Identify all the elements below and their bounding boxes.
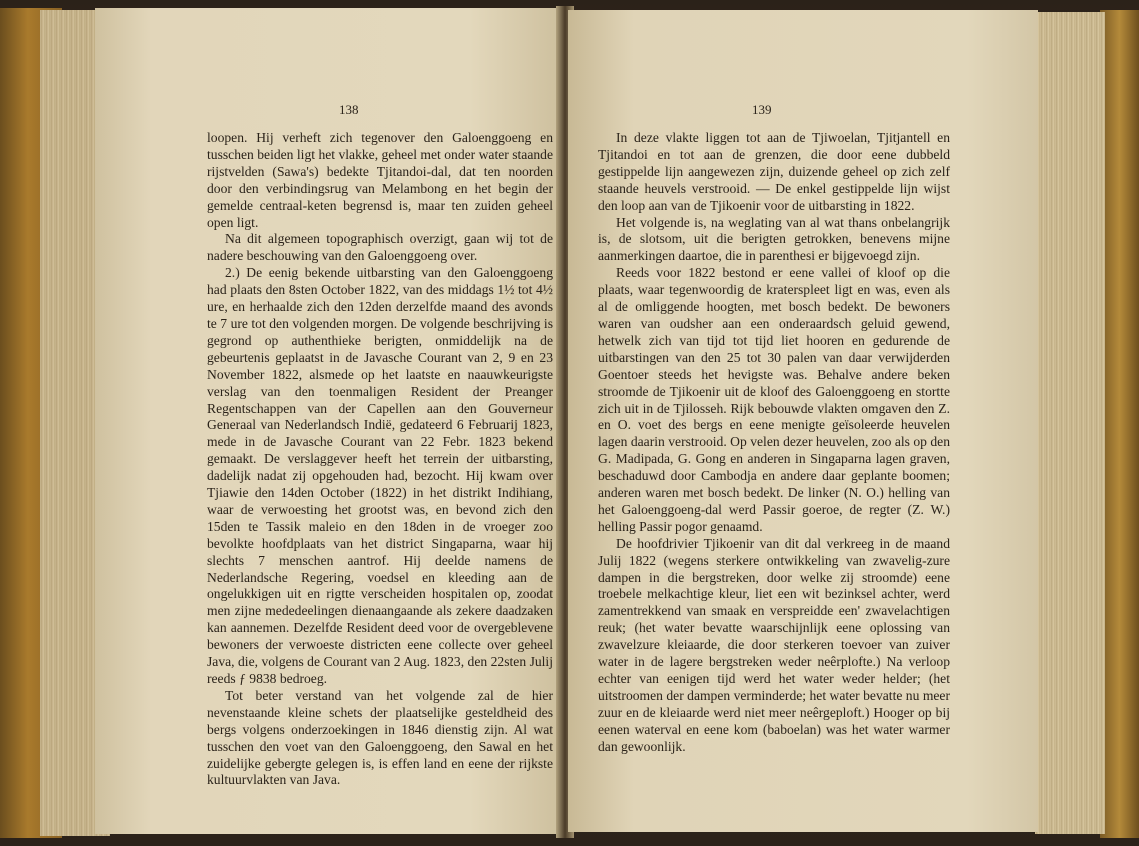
left-page — [95, 8, 563, 834]
left-paragraph-1: loopen. Hij verheft zich tegenover den Galoenggoeng en tusschen beiden ligt het vlakke, geheel met onder water staande rijstvelden (Sawa's) bedekte Tjitandoi-dal, dat ten noorden door den verbindingsrug van Melambong en het begin der gemelde centraal-keten begrensd is, maar ten zuiden geheel open ligt. — [207, 130, 553, 230]
left-paragraph-3: 2.) De eenig bekende uitbarsting van den Galoenggoeng had plaats den 8sten October 1822, van des middags 1½ tot 4½ ure, en herhaalde zich den 12den derzelfde maand des avonds te 7 ure tot den volgenden morgen. De volgende beschrijving is gegrond op authenthieke berigten, onmiddelijk na de gebeurtenis geplaatst in de Javasche Courant van 2, 9 en 23 November 1822, alsmede op het laatste en naauwkeurigste verslag van den toenmaligen Resident der Preanger Regentschappen van der Capellen aan den Gouverneur Generaal van Nederlandsch Indië, gedateerd 6 Februarij 1823, mede in de Javasche Courant van 22 Febr. 1823 bekend gemaakt. De verslaggever heeft het terrein der uitbarsting, dadelijk nadat zij opgehouden had, bezocht. Hij kwam over Tjiawie den 14den October (1822) in het distrikt Indihiang, waar de verwoesting het grootst was, en bevond zich den 15den te Tassik maleio en den 18den in de vroeger zoo bevolkte hoofdplaats van het district Singaparna, waar hij slechts 7 menschen aantrof. Hij deelde namens de Nederlandsche Regering, voedsel en kleeding aan de ongelukkigen uit en rigtte verscheiden hospitalen op, zoodat men zijne mededeelingen dienaangaande als zekere daadzaken kan aannemen. Dezelfde Resident deed voor de overgeblevene bewoners der verwoeste districten eene collecte over geheel Java, die, volgens de Courant van 2 Aug. 1823, den 22sten Julij reeds ƒ 9838 bedroeg. — [207, 265, 553, 686]
left-page-text — [207, 130, 553, 789]
left-paragraph-2: Na dit algemeen topographisch overzigt, gaan wij tot de nadere beschouwing van den Galoenggoeng over. — [207, 231, 553, 264]
right-paragraph-2: Het volgende is, na weglating van al wat thans onbelangrijk is, de slotsom, uit die berigten getrokken, benevens mijne aanmerkingen daartoe, die in parenthesi er bijgevoegd zijn. — [598, 214, 950, 264]
page-number-left: 138 — [339, 102, 359, 117]
right-page — [568, 10, 1038, 832]
right-page-text — [598, 130, 950, 756]
left-paragraph-4: Tot beter verstand van het volgende zal de hier nevenstaande kleine schets der plaatselijke gesteldheid des bergs volgens onderzoekingen in 1846 dienstig zijn. Al wat tusschen den voet van den Galoenggoeng, den Sawal en het zuidelijke gebergte gelegen is, is effen land en eene der rijkste kultuurvlakten van Java. — [207, 687, 553, 788]
right-paragraph-4: De hoofdrivier Tjikoenir van dit dal verkreeg in de maand Julij 1822 (wegens sterkere ontwikkeling van zwavelig-zure dampen in die bergstreken, door welke zij stroomde) eene troebele melkachtige kleur, liet een wit bezinksel achter, werd zamentrekkend van smaak en verspreidde een' zwavelachtigen reuk; (het water bevatte waarschijnlijk eene oplossing van zwavelzure kleiaarde, die door sterkeren toevoer van zuiver water in de lagere bergstreken weder neêrplofte.) Na verloop echter van eenigen tijd werd het water weder helder; (het uitstroomen der dampen verminderde; het water bevatte nu meer zuur en de kleiaarde werd niet meer neêrgeploft.) Hooger op bij eenen waterval en eene kom (baboelan) was het water warmer dan gewoonlijk. — [598, 535, 950, 754]
page-number-right: 139 — [752, 102, 772, 117]
right-page-edges — [1035, 12, 1105, 834]
right-paragraph-3: Reeds voor 1822 bestond er eene vallei of kloof op die plaats, waar tegenwoordig de kraterspleet ligt en was, even als al de omliggende hoogten, met bosch bedekt. De bewoners waren van oudsher aan een onderaardsch geluid gewend, hetwelk zich van tijd tot tijd liet hooren en gedurende de uitbarstingen van den 25 tot 30 palen van daar verwijderden Goentoer steeds het hevigste was. Behalve andere beken stroomde de Tjikoenir uit de kloof des Galoenggoeng en stortte zich uit in de Tjilosseh. Rijk bebouwde vlakten omgaven den Z. en O. voet des bergs en eene menigte geïsoleerde heuvelen lagen daarin verstrooid. Op velen dezer heuvelen, zoo als op den G. Madipada, G. Gong en anderen in Singaparna lagen graven, beschaduwd door Cambodja en andere daar geplante boomen; anderen waren met bosch bedekt. De linker (N. O.) helling van het Galoenggoeng-dal werd Passir goeroe, de regter (Z. W.) helling Passir pogor genaamd. — [598, 265, 950, 534]
right-paragraph-1: In deze vlakte liggen tot aan de Tjiwoelan, Tjitjantell en Tjitandoi en tot aan de grenzen, die door eene dubbeld gestippelde lijn aangewezen zijn, duizende geheel op zich zelf staande heuvels verstrooid. — De enkel gestippelde lijn wijst den loop aan van de Tjikoenir voor de uitbarsting in 1822. — [598, 130, 950, 213]
right-cover — [1100, 10, 1139, 838]
